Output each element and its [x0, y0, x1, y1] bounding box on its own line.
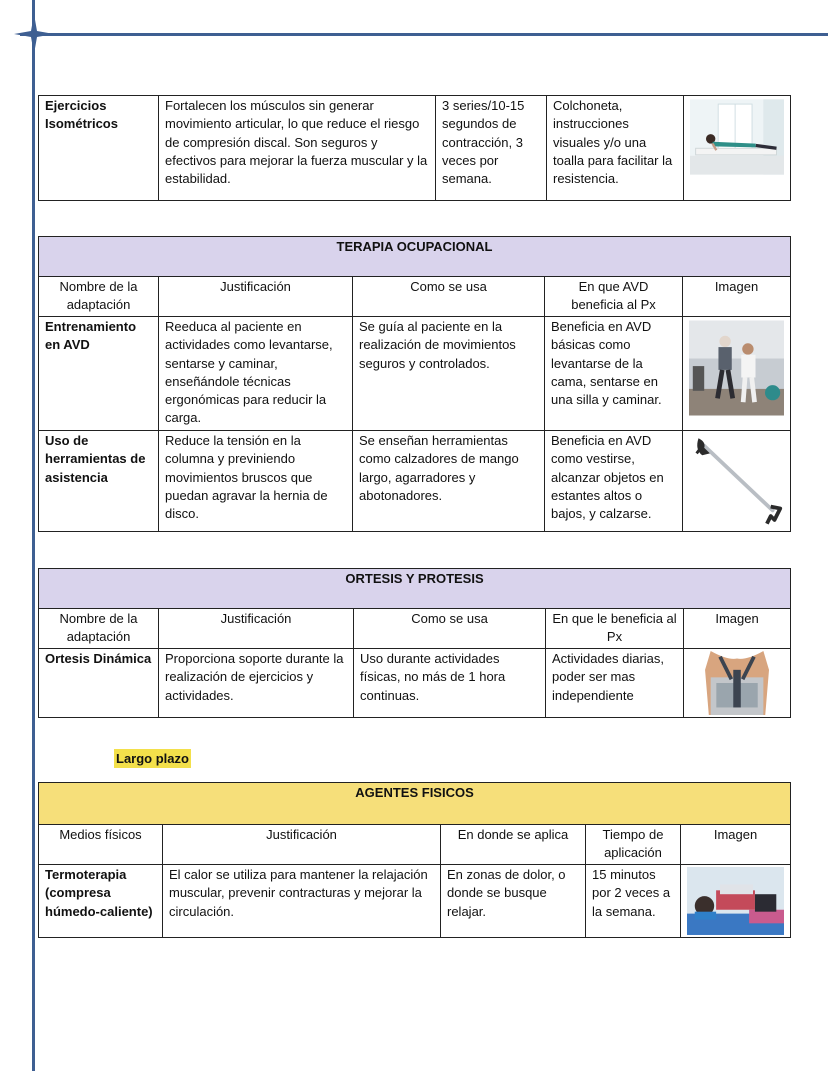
- ortesis-table: [38, 568, 791, 718]
- table-header-row: [39, 825, 791, 865]
- table-title-row: [39, 569, 791, 609]
- column-header: Justificación: [163, 825, 441, 865]
- back-brace-icon: [690, 650, 784, 716]
- table-title-row: [39, 237, 791, 277]
- exercise-name: Ejercicios Isométricos: [39, 96, 159, 201]
- adaptation-usage: Se enseñan herramientas como calzadores de mango largo, agarradores y abotonadores.: [353, 431, 545, 532]
- adaptation-image: [683, 317, 791, 431]
- column-header: Nombre de la adaptación: [39, 609, 159, 649]
- adaptation-name: Entrenamiento en AVD: [39, 317, 159, 431]
- column-header: Como se usa: [353, 277, 545, 317]
- adaptation-justification: Reeduca al paciente en actividades como levantarse, sentarse y caminar, enseñándole técnicas ergonómicas para reducir la carga.: [159, 317, 353, 431]
- table-row: [39, 431, 791, 532]
- adaptation-benefit: Actividades diarias, poder ser mas independiente: [546, 649, 684, 718]
- adaptation-name: Ortesis Dinámica: [39, 649, 159, 718]
- reacher-grabber-icon: [689, 432, 784, 528]
- column-header: En donde se aplica: [441, 825, 586, 865]
- terapia-ocupacional-table: [38, 236, 791, 532]
- exercise-image: [684, 96, 791, 201]
- table-title-row: [39, 783, 791, 825]
- column-header: Tiempo de aplicación: [586, 825, 681, 865]
- adaptation-name: Uso de herramientas de asistencia: [39, 431, 159, 532]
- agent-time: 15 minutos por 2 veces a la semana.: [586, 865, 681, 938]
- column-header: Imagen: [681, 825, 791, 865]
- exercise-materials: Colchoneta, instrucciones visuales y/o una toalla para facilitar la resistencia.: [547, 96, 684, 201]
- margin-rule: [32, 0, 35, 1071]
- hot-pack-therapy-icon: [687, 866, 784, 936]
- table-row: [39, 317, 791, 431]
- adaptation-justification: Reduce la tensión en la columna y previniendo movimientos bruscos que puedan agravar la hernia de disco.: [159, 431, 353, 532]
- table-header-row: [39, 609, 791, 649]
- table-title: ORTESIS Y PROTESIS: [39, 569, 791, 609]
- column-header: Imagen: [683, 277, 791, 317]
- column-header: Medios físicos: [39, 825, 163, 865]
- section-label: Largo plazo: [116, 751, 189, 766]
- table-row: [39, 865, 791, 938]
- column-header: Justificación: [159, 277, 353, 317]
- column-header: En que le beneficia al Px: [546, 609, 684, 649]
- column-header: En que AVD beneficia al Px: [545, 277, 683, 317]
- agent-name: Termoterapia (compresa húmedo-caliente): [39, 865, 163, 938]
- adaptation-usage: Se guía al paciente en la realización de movimientos seguros y controlados.: [353, 317, 545, 431]
- table-header-row: [39, 277, 791, 317]
- plank-exercise-icon: [690, 97, 784, 177]
- adaptation-justification: Proporciona soporte durante la realización de ejercicios y actividades.: [159, 649, 354, 718]
- column-header: Nombre de la adaptación: [39, 277, 159, 317]
- column-header: Justificación: [159, 609, 354, 649]
- adaptation-benefit: Beneficia en AVD básicas como levantarse de la cama, sentarse en una silla y caminar.: [545, 317, 683, 431]
- exercise-table: [38, 95, 791, 201]
- agent-image: [681, 865, 791, 938]
- adaptation-benefit: Beneficia en AVD como vestirse, alcanzar objetos en estantes altos o bajos, y calzarse.: [545, 431, 683, 532]
- exercise-dosage: 3 series/10-15 segundos de contracción, 3 veces por semana.: [436, 96, 547, 201]
- adaptation-usage: Uso durante actividades físicas, no más de 1 hora continuas.: [354, 649, 546, 718]
- table-title: TERAPIA OCUPACIONAL: [39, 237, 791, 277]
- gait-training-icon: [689, 318, 784, 418]
- adaptation-image: [683, 431, 791, 532]
- table-row: [39, 649, 791, 718]
- agent-justification: El calor se utiliza para mantener la relajación muscular, prevenir contracturas y mejorar la circulación.: [163, 865, 441, 938]
- column-header: Imagen: [684, 609, 791, 649]
- exercise-justification: Fortalecen los músculos sin generar movimiento articular, lo que reduce el riesgo de compresión discal. Son seguros y efectivos para mejorar la fuerza muscular y la estabilidad.: [159, 96, 436, 201]
- corner-star-icon: [14, 14, 54, 54]
- agentes-fisicos-table: [38, 782, 791, 938]
- table-title: AGENTES FISICOS: [39, 783, 791, 825]
- adaptation-image: [684, 649, 791, 718]
- table-row: [39, 96, 791, 201]
- agent-location: En zonas de dolor, o donde se busque relajar.: [441, 865, 586, 938]
- header-rule: [20, 33, 828, 36]
- column-header: Como se usa: [354, 609, 546, 649]
